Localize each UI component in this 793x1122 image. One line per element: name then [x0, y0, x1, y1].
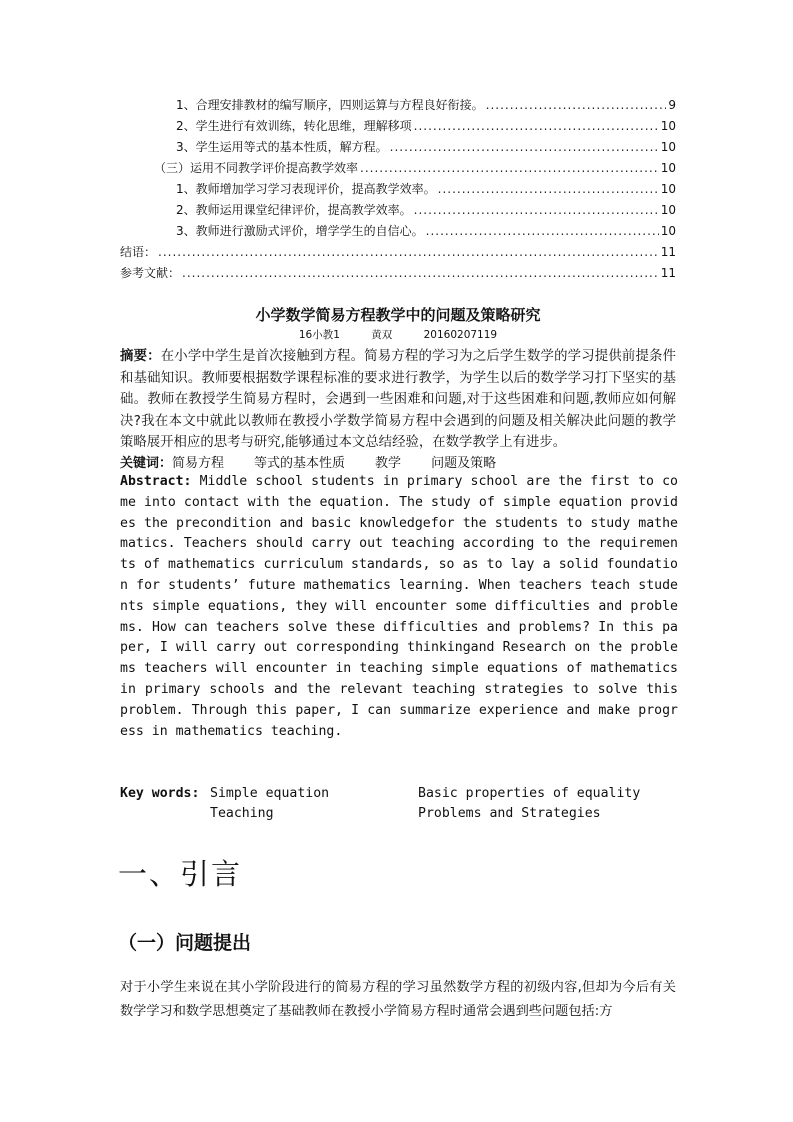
author-class: 16小教1	[298, 329, 340, 341]
toc-entry-text: 3、学生运用等式的基本性质，解方程。	[176, 140, 388, 154]
keywords-english	[120, 784, 680, 824]
toc-page-number: 10	[660, 119, 676, 133]
toc-entry-text: 1、教师增加学习学习表现评价，提高教学效率。	[176, 182, 436, 196]
toc-page-number: 10	[660, 161, 676, 175]
keyword-en: Simple equation	[210, 786, 330, 801]
toc-entry[interactable]	[120, 96, 676, 117]
toc-page-number: 11	[660, 266, 676, 280]
author-byline	[120, 327, 676, 342]
toc-page-number: 10	[660, 224, 676, 238]
toc-entry[interactable]	[120, 243, 676, 264]
toc-page-number: 10	[660, 203, 676, 217]
toc-leader-dots	[360, 161, 659, 175]
keyword-en: Problems and Strategies	[418, 806, 601, 821]
toc-page-number: 9	[668, 98, 676, 112]
abstract-english	[120, 472, 678, 742]
author-name: 黄双	[371, 329, 393, 341]
keywords-en-label: Key words:	[120, 786, 200, 801]
table-of-contents	[120, 96, 676, 285]
toc-entry-text: 结语：	[120, 245, 157, 259]
toc-entry-text: 3、教师进行激励式评价，增学学生的自信心。	[176, 224, 424, 238]
toc-leader-dots	[438, 182, 659, 196]
toc-page-number: 11	[660, 245, 676, 259]
toc-leader-dots	[486, 98, 667, 112]
keyword-en: Teaching	[210, 806, 274, 821]
toc-entry-text: 2、学生进行有效训练，转化思维，理解移项	[176, 119, 412, 133]
paper-title: 小学数学简易方程教学中的问题及策略研究	[255, 306, 541, 324]
toc-leader-dots	[158, 245, 659, 259]
keywords-label: 关键词：	[120, 456, 173, 471]
subsection-heading: （一）问题提出	[118, 932, 252, 954]
toc-entry[interactable]	[120, 138, 676, 159]
toc-leader-dots	[414, 203, 659, 217]
keyword-en: Basic properties of equality	[418, 786, 641, 801]
keyword: 教学	[375, 456, 402, 471]
toc-entry[interactable]	[120, 180, 676, 201]
toc-entry[interactable]	[120, 201, 676, 222]
toc-leader-dots	[182, 266, 659, 280]
keywords-chinese	[120, 452, 676, 471]
toc-entry[interactable]	[120, 222, 676, 243]
toc-page-number: 10	[660, 182, 676, 196]
abstract-chinese	[120, 346, 676, 454]
toc-entry[interactable]	[120, 159, 676, 180]
abstract-label: 摘要：	[120, 349, 161, 364]
body-paragraph: 对于小学生来说在其小学阶段进行的简易方程的学习虽然数学方程的初级内容,但却为今后有关数学学习和数学思想奠定了基础教师在教授小学简易方程时通常会遇到些问题包括:方	[120, 980, 676, 1019]
toc-entry-text: （三）运用不同教学评价提高教学效率	[154, 161, 359, 175]
keyword: 问题及策略	[431, 456, 497, 471]
toc-entry-text: 2、教师运用课堂纪律评价，提高教学效率。	[176, 203, 412, 217]
keyword: 简易方程	[172, 456, 225, 471]
toc-entry[interactable]	[120, 117, 676, 138]
toc-leader-dots	[414, 119, 659, 133]
toc-leader-dots	[426, 224, 659, 238]
abstract-text: 在小学中学生是首次接触到方程。简易方程的学习为之后学生数学的学习提供前提条件和基础知识。教师要根据数学课程标准的要求进行教学，为学生以后的数学学习打下坚实的基础。教师在教授学生简易方程时，会遇到一些困难和问题,对于这些困难和问题,教师应如何解决?我在本文中就此以教师在教授小学数学简易方程中会遇到的问题及相关解决此问题的教学策略展开相应的思考与研究,能够通过本文总结经验，在数学教学上有进步。	[120, 349, 677, 451]
abstract-en-label: Abstract:	[120, 474, 192, 489]
section-heading: 一、引言	[118, 857, 243, 891]
toc-entry[interactable]	[120, 264, 676, 285]
toc-page-number: 10	[660, 140, 676, 154]
student-id: 20160207119	[423, 329, 498, 341]
toc-leader-dots	[390, 140, 659, 154]
toc-entry-text: 参考文献：	[120, 266, 181, 280]
keyword: 等式的基本性质	[254, 456, 346, 471]
abstract-en-text: Middle school students in primary school are the first to come into contact with the equation. The study of simple equation provides the precondition and basic knowledgefor the students to study mathematics. Teachers should carry out teaching according to the requirements of mathematics curriculum standards, so as to lay a solid foundation for students’ future mathematics learning. When teachers teach students simple equations, they will encounter some difficulties and problems. How can teachers solve these difficulties and problems? In this paper, I will carry out corresponding thinkingand Research on the problems teachers will encounter in teaching simple equations of mathematics in primary schools and the relevant teaching strategies to solve this problem. Through this paper, I can summarize experience and make progress in mathematics teaching.	[120, 474, 678, 739]
toc-entry-text: 1、合理安排教材的编写顺序，四则运算与方程良好衔接。	[176, 98, 484, 112]
